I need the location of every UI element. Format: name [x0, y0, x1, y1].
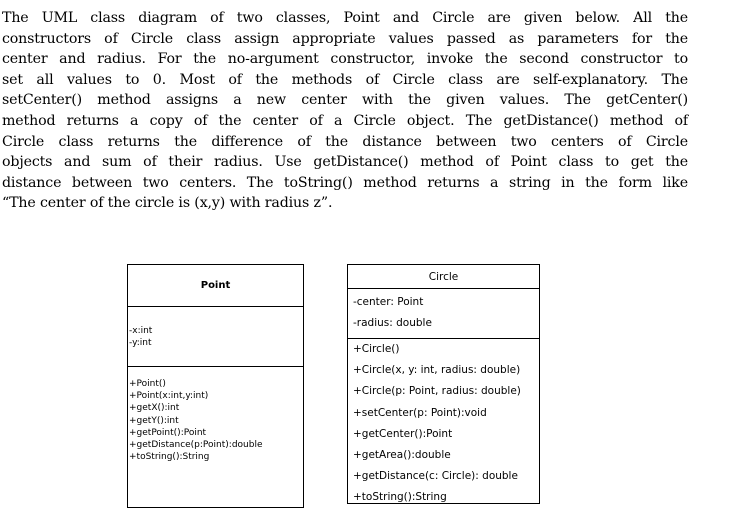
uml-operation: +getDistance(c: Circle): double [353, 470, 518, 483]
paragraph-line: distance between two centers. The toString() method returns a string in the form like [2, 174, 688, 191]
paragraph-line: Circle class returns the difference of the distance between two centers of Circle [2, 133, 688, 150]
uml-operation: +getY():int [129, 415, 179, 426]
uml-attributes-section [348, 289, 539, 339]
paragraph-line: method returns a copy of the center of a Circle object. The getDistance() method of [2, 112, 688, 129]
uml-attribute: -y:int [129, 337, 152, 348]
description-paragraph [2, 8, 688, 214]
uml-operation: +Circle() [353, 343, 400, 355]
uml-operation: +setCenter(p: Point):void [353, 406, 487, 419]
uml-class-name-section [128, 265, 303, 307]
uml-operation: +Point(x:int,y:int) [129, 391, 209, 402]
uml-attribute: -center: Point [353, 296, 424, 308]
uml-operation: +toString():String [129, 452, 210, 463]
paragraph-line: center and radius. For the no-argument constructor, invoke the second constructor to [2, 51, 688, 68]
uml-class-name: Point [200, 280, 231, 291]
uml-operations-section [128, 367, 303, 463]
uml-operation: +getArea():double [353, 449, 451, 462]
uml-operation: +getPoint():Point [129, 427, 207, 438]
uml-class-name-section [348, 265, 539, 289]
uml-operation: +getCenter():Point [353, 427, 453, 440]
uml-attributes-section [128, 307, 303, 367]
uml-attribute: -radius: double [353, 317, 432, 329]
paragraph-line: The UML class diagram of two classes, Point and Circle are given below. All the [2, 10, 688, 26]
uml-operation: +Circle(p: Point, radius: double) [353, 385, 521, 398]
uml-class-point [127, 264, 304, 508]
uml-operations-section [348, 339, 539, 509]
paragraph-line: “The center of the circle is (x,y) with radius z”. [2, 195, 333, 212]
uml-attribute: -x:int [129, 325, 153, 336]
uml-operation: +Circle(x, y: int, radius: double) [353, 364, 521, 377]
uml-operation: +toString():String [353, 491, 447, 504]
uml-operation: +getDistance(p:Point):double [129, 440, 263, 451]
uml-operation: +Point() [129, 379, 166, 389]
paragraph-line: set all values to 0. Most of the methods of Circle class are self-explanatory. The [2, 71, 688, 88]
paragraph-line: setCenter() method assigns a new center with the given values. The getCenter() [2, 92, 688, 109]
uml-class-circle [347, 264, 540, 504]
uml-operation: +getX():int [129, 403, 180, 414]
uml-class-name: Circle [428, 270, 459, 283]
paragraph-line: objects and sum of their radius. Use getDistance() method of Point class to get the [2, 154, 688, 171]
paragraph-line: constructors of Circle class assign appropriate values passed as parameters for the [2, 30, 688, 47]
